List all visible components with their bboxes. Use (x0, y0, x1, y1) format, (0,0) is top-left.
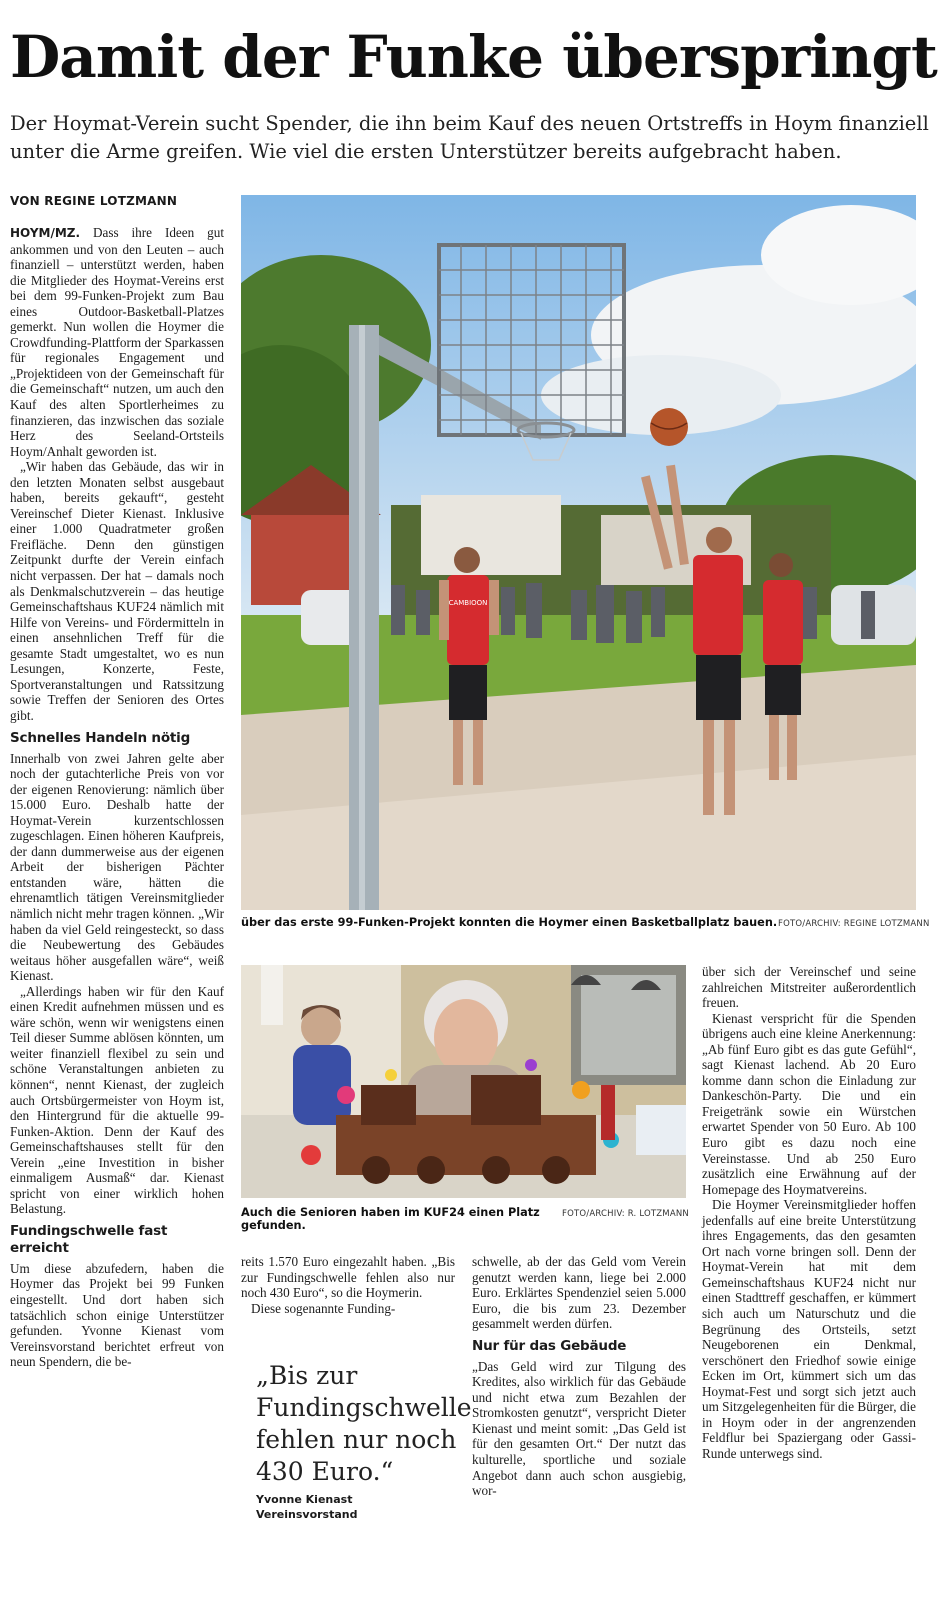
basketball-photo-illustration (241, 195, 916, 910)
subheading: Fundingschwelle fast erreicht (10, 1222, 168, 1256)
paragraph: Kienast verspricht für die Spenden übrigens auch eine kleine Anerkennung: „Ab fünf Euro gibt es das gute Gefühl“, sagt Kienast lachend. Ab 20 Euro komme dann schon die Einladung zur Dankeschön-Party. Die und ein Freigetränk sowie ein Würstchen erwartet Spender von 50 Euro. Ab 100 Euro gibt es dazu noch eine Vereinstasse. Und ab 250 Euro zusätzlich eine Erwähnung auf der Homepage des Hoymatvereins. (702, 1010, 916, 1197)
article-column-4 (702, 964, 916, 1462)
article-column-2 (241, 1254, 455, 1316)
photo1-caption: über das erste 99-Funken-Projekt konnten die Hoymer einen Basketballplatz bauen. (241, 916, 778, 929)
paragraph: Die Hoymer Vereinsmitglieder hoffen jedenfalls auf eine breite Unterstützung ihres Engagements, das den gesamten Ort nach vorne bringen soll. Denn der Hoymat-Verein hat mit dem Gemeinschaftshaus KUF24 nicht nur einen Stadttreff geschaffen, er kümmert sich auch um Naturschutz und die Begrünung des Ortsteils, setzt Neugeborenen ein Denkmal, verschönert den Friedhof sowie einige Ecken im Ort, kümmert sich um das Hoymat-Fest und sorgt sich jetzt auch um Sitzgelegenheiten für die Bürger, die in Hoym oder in der angrenzenden Feldflur bei Spaziergang oder Gassi-Runde unterwegs sind. (702, 1197, 916, 1461)
seniors-photo-illustration (241, 965, 686, 1198)
dateline: HOYM/MZ. (10, 226, 81, 240)
basketball-photo (241, 195, 916, 910)
paragraph: „Das Geld wird zur Tilgung des Kredites, also wirklich für das Gebäude und nicht etwa zum Bezahlen der Stromkosten genutzt“, verspricht Dieter Kienast und meint somit: „Das Geld ist für den gesamten Ort.“ Der nutzt das kulturelle, sportliche und soziale Angebot dann auch schon ausgiebig, wor- (472, 1358, 686, 1499)
photo2-caption: Auch die Senioren haben im KUF24 einen Platz gefunden. (241, 1206, 540, 1232)
subheading: Schnelles Handeln nötig (10, 729, 191, 746)
quote-role: Vereinsvorstand (256, 1508, 358, 1521)
article-column-1 (10, 225, 224, 1370)
paragraph: HOYM/MZ. Dass ihre Ideen gut ankommen und von den Leuten – auch finanziell – unterstützt werden, haben die Mitglieder des Hoymat-Vereins erst bei dem 99-Funken-Projekt zum Bau eines Outdoor-Basketball-Platzes gemerkt. Nun wollen die Hoymer die Crowdfunding-Plattform der Sparkassen für regionales Engagement und „Projektideen von der Gemeinschaft für die Gemeinschaft“ nutzen, um auch den Kauf des alten Sportlerheimes zu finanzieren, das inzwischen das soziale Herz des Seeland-Ortsteils Hoym/Anhalt geworden ist. (10, 225, 224, 459)
article-column-3 (472, 1254, 686, 1499)
paragraph: „Wir haben das Gebäude, das wir in den letzten Monaten selbst ausgebaut haben, bereits gekauft“, gesteht Vereinschef Dieter Kienast. Inklusive einer 1.000 Quadratmeter großen Freifläche. Denn den günstigen Zeitpunkt durfte der Verein einfach nicht verpassen. Der hat – damals noch als Denkmalschutzverein – das heutige Gemeinschaftshaus KUF24 nämlich mit Hilfe von Vereins- und Fördermitteln in einen ansehnlichen Treff für die gesamte Stadt umgestaltet, wo es nun Lesungen, Konzerte, Feste, Sportveranstaltungen und Ratssitzung sowie Treffen der Senioren des Ortes gibt. (10, 459, 224, 723)
pull-quote: „Bis zur Fundingschwelle fehlen nur noch 430 Euro.“ (256, 1361, 472, 1486)
seniors-photo (241, 965, 686, 1198)
quote-name: Yvonne Kienast (256, 1493, 353, 1506)
photo1-credit: FOTO/ARCHIV: REGINE LOTZMANN (778, 919, 930, 929)
paragraph: über sich der Vereinschef und seine zahlreichen Mitstreiter außerordentlich freuen. (702, 964, 916, 1011)
subheading: Nur für das Gebäude (472, 1337, 627, 1354)
byline: VON REGINE LOTZMANN (10, 194, 178, 208)
paragraph: Innerhalb von zwei Jahren gelte aber noch der gutachterliche Preis von vor der eigenen Renovierung: nämlich über 15.000 Euro. Deshalb hatte der Hoymat-Verein kurzentschlossen zugeschlagen. Einen höheren Kaufpreis, der dann dummerweise aus der eigenen Arbeit der bisherigen Pächter entstanden wäre, hätten die ehrenamtlich tätigen Vereinsmitglieder nämlich nicht mehr tragen können. „Wir haben da viel Geld reingesteckt, so dass die Neubewertung des Gebäudes weitaus höher ausgefallen wäre“, weiß Kienast. (10, 750, 224, 984)
headline: Damit der Funke überspringt (10, 23, 937, 91)
paragraph: „Allerdings haben wir für den Kauf einen Kredit aufnehmen müssen und es wäre schön, wenn wir wenigstens einen Teil dieser Summe ablösen könnten, um weiter finanziell flexibel zu sein und schöne Veranstaltungen anbieten zu können“, nennt Kienast, der zugleich auch Ortsbürgermeister von Hoym ist, den Hintergrund für die aktuelle 99-Funken-Aktion. Denn der Kauf des Gemeinschaftshauses stellt für den Verein „eine Investition in bisher einmaligem Ausmaß“ dar. Kienast spricht von einer wirklich hohen Belastung. (10, 983, 224, 1217)
paragraph: schwelle, ab der das Geld vom Verein genutzt werden kann, liege bei 2.000 Euro. Erklärtes Spendenziel seien 5.000 Euro, die bis zum 23. Dezember gesammelt werden dürfen. (472, 1254, 686, 1332)
lead-paragraph: Der Hoymat-Verein sucht Spender, die ihn beim Kauf des neuen Ortstreffs in Hoym finanziell unter die Arme greifen. Wie viel die ersten Unterstützer bereits aufgebracht haben. (10, 112, 929, 163)
jersey-text: CAMBIOON (448, 599, 488, 607)
photo2-credit: FOTO/ARCHIV: R. LOTZMANN (562, 1209, 689, 1219)
paragraph: Diese sogenannte Funding- (251, 1300, 396, 1316)
paragraph: reits 1.570 Euro eingezahlt haben. „Bis zur Fundingschwelle fehlen also nur noch 430 Euro“, so die Hoymerin. (241, 1254, 455, 1301)
quote-source (256, 1492, 358, 1522)
paragraph: Um diese abzufedern, haben die Hoymer das Projekt bei 99 Funken eingestellt. Und dort haben sich tatsächlich schon einige Unterstützer gefunden. Yvonne Kienast vom Vereinsvorstand berichtet erfreut von neun Spendern, die be- (10, 1260, 224, 1370)
